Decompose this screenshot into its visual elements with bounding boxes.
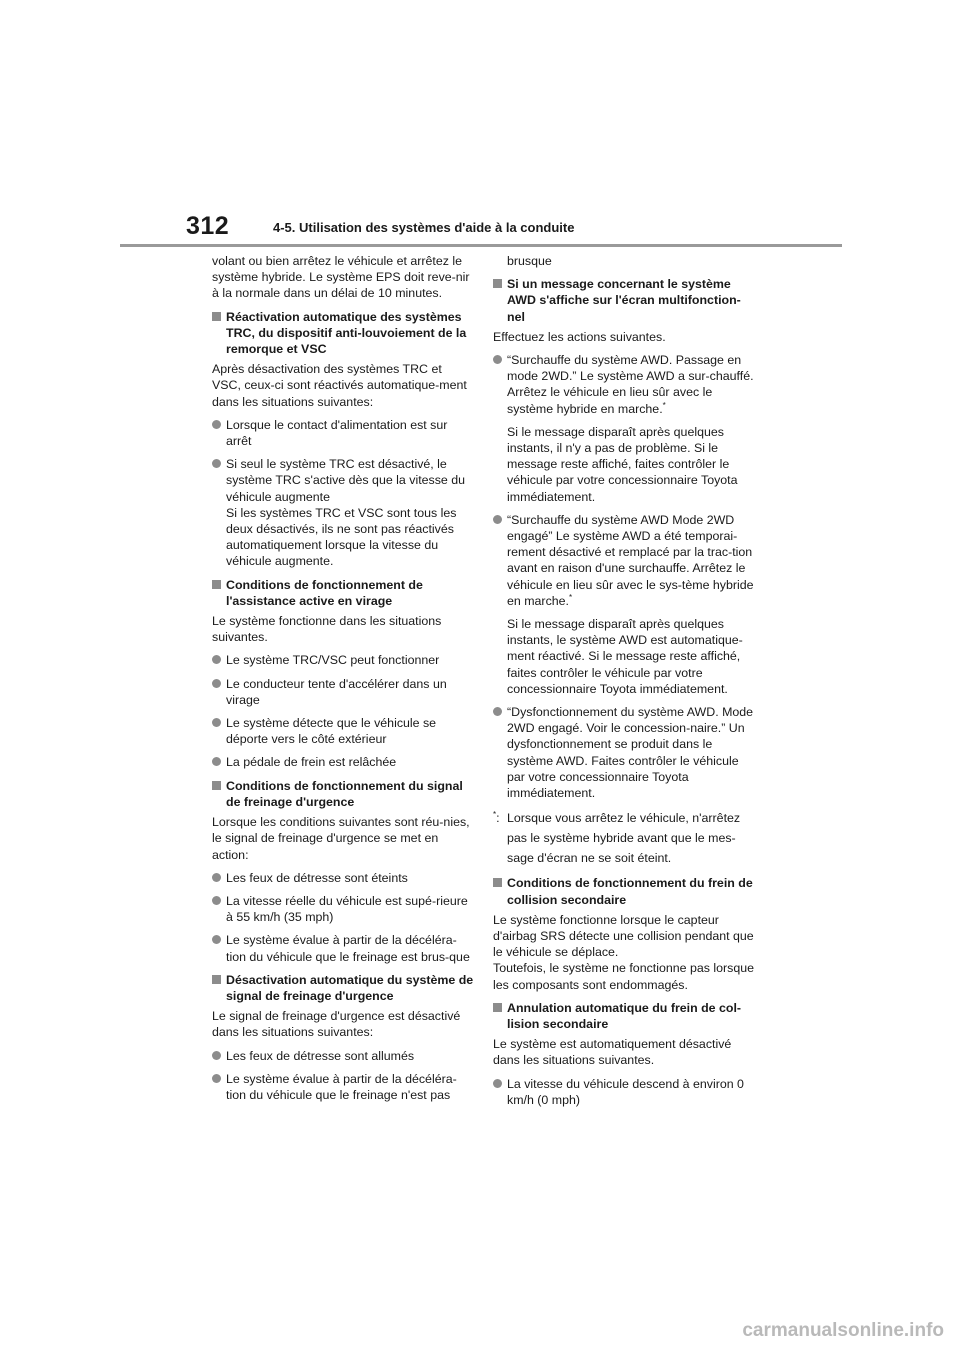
- list-item: Les feux de détresse sont éteints: [212, 870, 474, 886]
- round-bullet-icon: [212, 718, 221, 727]
- round-bullet-icon: [493, 1079, 502, 1088]
- chapter-title: 4-5. Utilisation des systèmes d'aide à la conduite: [273, 220, 575, 235]
- section-text: Le système fonctionne lorsque le capteur d'airbag SRS détecte une collision pendant que le véhicule se déplace. Toutefois, le système ne fonctionne pas lorsque les composants sont endommagés.: [493, 912, 755, 992]
- left-column: [212, 253, 474, 1110]
- round-bullet-icon: [493, 355, 502, 364]
- round-bullet-icon: [212, 655, 221, 664]
- list-item: Le système évalue à partir de la décéléra-tion du véhicule que le freinage n'est pas: [212, 1071, 474, 1103]
- section-heading: Si un message concernant le système AWD s'affiche sur l'écran multifonction-nel: [493, 276, 755, 325]
- round-bullet-icon: [493, 707, 502, 716]
- footnote-marker: *: [568, 592, 573, 602]
- list-item: La vitesse du véhicule descend à environ 0 km/h (0 mph): [493, 1076, 755, 1108]
- list-item: La vitesse réelle du véhicule est supé-rieure à 55 km/h (35 mph): [212, 893, 474, 925]
- square-bullet-icon: [212, 312, 221, 321]
- section-heading: Conditions de fonctionnement du signal de freinage d'urgence: [212, 778, 474, 810]
- list-item: “Surchauffe du système AWD Mode 2WD engagé” Le système AWD a été temporai-rement désactivé et remplacé par la trac-tion avant en raison d'une surchauffe. Arrêtez le véhicule en lieu sûr avec le sys-tème hybride en marche.*: [493, 512, 755, 609]
- section-text: Lorsque les conditions suivantes sont réu-nies, le signal de freinage d'urgence se met en action:: [212, 815, 470, 862]
- list-item: La pédale de frein est relâchée: [212, 754, 474, 770]
- list-item: Si seul le système TRC est désactivé, le système TRC s'active dès que la vitesse du véhicule augmente Si les systèmes TRC et VSC sont tous les deux désactivés, ils ne sont pas réactivés automatiquement lorsque la vitesse du véhicule augmente.: [212, 456, 474, 569]
- section-text: Le signal de freinage d'urgence est désactivé dans les situations suivantes:: [212, 1009, 461, 1040]
- square-bullet-icon: [493, 878, 502, 887]
- list-item: Le système détecte que le véhicule se déporte vers le côté extérieur: [212, 715, 474, 747]
- list-item: Le système évalue à partir de la décéléra-tion du véhicule que le freinage est brus-que: [212, 932, 474, 964]
- list-item-continuation: Si le message disparaît après quelques instants, il n'y a pas de problème. Si le message reste affiché, faites contrôler le véhicule par votre concessionnaire Toyota immédiatement.: [507, 424, 738, 504]
- square-bullet-icon: [493, 279, 502, 288]
- continuation-text: brusque: [507, 254, 552, 268]
- square-bullet-icon: [212, 975, 221, 984]
- section-heading: Annulation automatique du frein de col-lision secondaire: [493, 1000, 755, 1032]
- round-bullet-icon: [212, 873, 221, 882]
- page-header: [0, 0, 960, 250]
- footnote-marker: *: [662, 400, 666, 410]
- list-item: Le conducteur tente d'accélérer dans un virage: [212, 676, 474, 708]
- watermark: carmanualsonline.info: [742, 1320, 944, 1341]
- list-item: “Surchauffe du système AWD. Passage en mode 2WD.” Le système AWD a sur-chauffé. Arrêtez le véhicule en lieu sûr avec le système hybride en marche.*: [493, 352, 755, 417]
- footnote: *: Lorsque vous arrêtez le véhicule, n'arrêtez pas le système hybride avant que le mes-sage d'écran ne se soit éteint.: [493, 810, 741, 866]
- list-item: Le système TRC/VSC peut fonctionner: [212, 652, 474, 668]
- intro-paragraph: volant ou bien arrêtez le véhicule et arrêtez le système hybride. Le système EPS doit reve-nir à la normale dans un délai de 10 minutes.: [212, 254, 470, 301]
- round-bullet-icon: [493, 515, 502, 524]
- round-bullet-icon: [212, 420, 221, 429]
- round-bullet-icon: [212, 935, 221, 944]
- square-bullet-icon: [212, 580, 221, 589]
- section-heading: Désactivation automatique du système de signal de freinage d'urgence: [212, 972, 474, 1004]
- round-bullet-icon: [212, 459, 221, 468]
- list-item: Les feux de détresse sont allumés: [212, 1048, 474, 1064]
- round-bullet-icon: [212, 679, 221, 688]
- section-heading: Conditions de fonctionnement du frein de collision secondaire: [493, 875, 755, 907]
- round-bullet-icon: [212, 896, 221, 905]
- round-bullet-icon: [212, 1074, 221, 1083]
- list-item: “Dysfonctionnement du système AWD. Mode 2WD engagé. Voir le concession-naire.” Un dysfonctionnement se produit dans le système AWD. Faites contrôler le véhicule par votre concessionnaire Toyota immédiatement.: [493, 704, 755, 801]
- list-item: Lorsque le contact d'alimentation est sur arrêt: [212, 417, 474, 449]
- list-item-continuation: Si le message disparaît après quelques instants, le système AWD est automatique-ment réactivé. Si le message reste affiché, faites contrôler le véhicule par votre concessionnaire Toyota immédiatement.: [507, 617, 743, 696]
- square-bullet-icon: [493, 1003, 502, 1012]
- round-bullet-icon: [212, 757, 221, 766]
- square-bullet-icon: [212, 781, 221, 790]
- section-text: Après désactivation des systèmes TRC et VSC, ceux-ci sont réactivés automatique-ment dans les situations suivantes:: [212, 362, 467, 409]
- section-text: Le système est automatiquement désactivé dans les situations suivantes.: [493, 1037, 732, 1068]
- section-text: Effectuez les actions suivantes.: [493, 329, 666, 344]
- section-heading: Réactivation automatique des systèmes TRC, du dispositif anti-louvoiement de la remorque et VSC: [212, 309, 474, 358]
- page-number: 312: [186, 212, 230, 240]
- right-column: [493, 253, 755, 1115]
- section-heading: Conditions de fonctionnement de l'assistance active en virage: [212, 577, 474, 609]
- round-bullet-icon: [212, 1051, 221, 1060]
- header-rule: [120, 244, 842, 247]
- section-text: Le système fonctionne dans les situations suivantes.: [212, 614, 442, 645]
